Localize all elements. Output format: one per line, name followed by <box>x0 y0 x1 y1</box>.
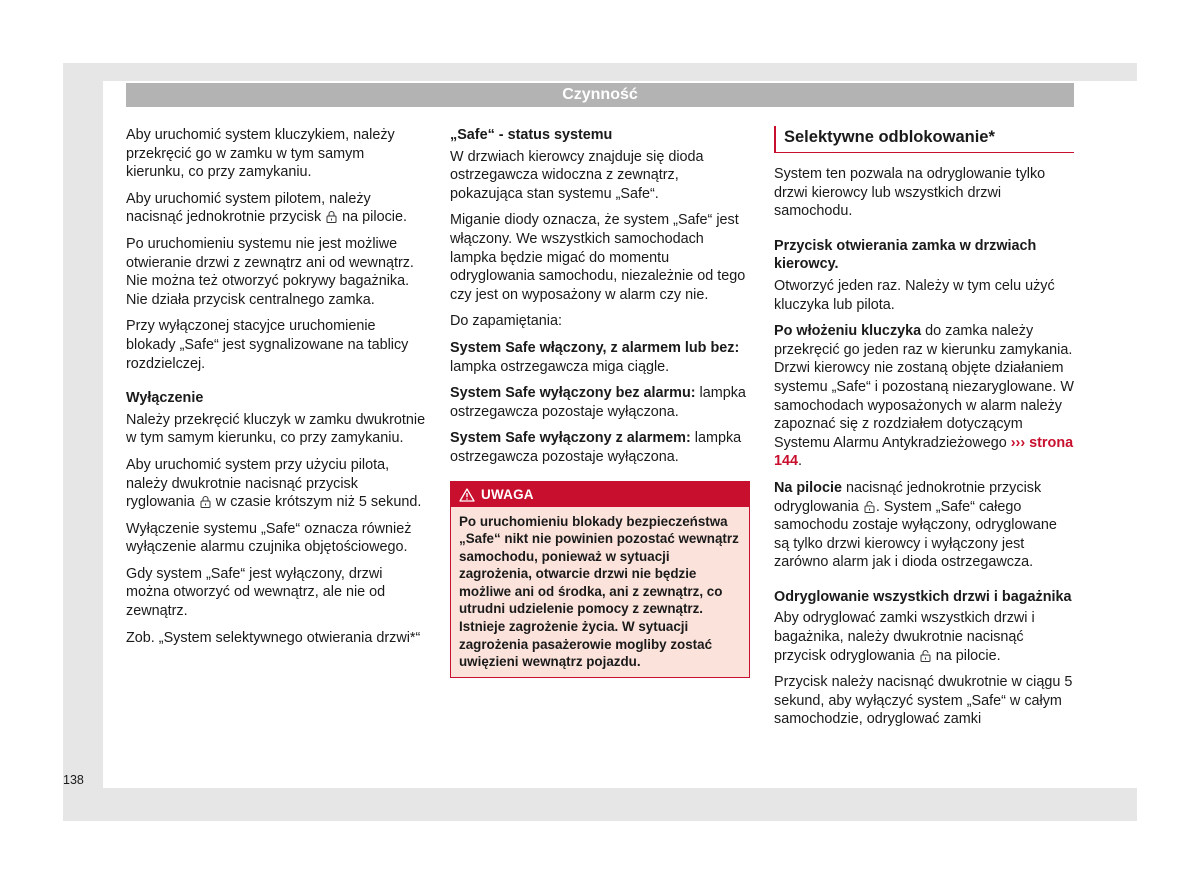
paragraph: Aby odryglować zamki wszystkich drzwi i bagażnika, należy dwukrotnie nacisnąć przycisk odryglowania na pilocie. <box>774 610 1035 664</box>
paragraph: Aby uruchomić system kluczykiem, należy przekręcić go w zamku w tym samym kierunku, co przy zamykaniu. <box>126 127 395 181</box>
lock-closed-icon <box>326 210 337 223</box>
paragraph: Gdy system „Safe“ jest wyłączony, drzwi można otworzyć od wewnątrz, ale nie od zewnątrz. <box>126 565 386 620</box>
subheading-disable: Wyłączenie <box>126 390 204 407</box>
paragraph: Po włożeniu kluczyka do zamka należy przekręcić go jeden raz w kierunku zamykania. Drzwi kierowcy nie zostaną objęte działaniem systemu „Safe“ i pozostaną niezaryglowane. W samochodach wyposażonych w alarm należy zapoznać się z rozdziałem dotyczącym Systemu Alarmu Antykradzieżowego ››› strona 144. <box>774 323 1074 470</box>
column-left <box>126 126 426 655</box>
subheading-all-doors: Odryglowanie wszystkich drzwi i bagażnika <box>774 588 1072 605</box>
paragraph: Otworzyć jeden raz. Należy w tym celu użyć kluczyka lub pilota. <box>774 277 1055 313</box>
subheading-safe-status: „Safe“ - status systemu <box>450 127 613 143</box>
paragraph: Aby uruchomić system pilotem, należy nacisnąć jednokrotnie przycisk na pilocie. <box>126 190 407 226</box>
page-number: 138 <box>63 773 84 787</box>
paragraph: Miganie diody oznacza, że system „Safe“ jest włączony. We wszystkich samochodach lampka będzie migać do momentu odryglowania samochodu, niezależnie od tego czy jest on wyposażony w alarm czy nie. <box>450 212 746 303</box>
status-item: System Safe włączony, z alarmem lub bez: lampka ostrzegawcza miga ciągle. <box>450 339 740 375</box>
paragraph: Na pilocie nacisnąć jednokrotnie przycisk odryglowania . System „Safe“ całego samochodu zostaje wyłączony, odryglowane są tylko drzwi kierowcy i wyłączony jest zarówno alarm jak i dioda ostrzegawcza. <box>774 479 1057 571</box>
subheading-driver-door: Przycisk otwierania zamka w drzwiach kierowcy. <box>774 237 1037 273</box>
warning-triangle-icon <box>459 488 475 502</box>
section-title: Selektywne odblokowanie* <box>774 126 1074 153</box>
lock-open-icon <box>864 500 875 513</box>
paragraph: Wyłączenie systemu „Safe“ oznacza również wyłączenie alarmu czujnika objętościowego. <box>126 520 412 556</box>
status-item: System Safe wyłączony z alarmem: lampka ostrzegawcza pozostaje wyłączona. <box>450 430 742 465</box>
lock-open-icon <box>920 649 931 662</box>
column-middle <box>450 126 750 678</box>
paragraph: Przycisk należy nacisnąć dwukrotnie w ciągu 5 sekund, aby wyłączyć system „Safe“ w całym samochodzie, odryglować zamki <box>774 674 1073 728</box>
paragraph: Przy wyłączonej stacyjce uruchomienie blokady „Safe“ jest sygnalizowane na tablicy rozdzielczej. <box>126 318 409 372</box>
paragraph: Po uruchomieniu systemu nie jest możliwe otwieranie drzwi z zewnątrz ani od wewnątrz. Nie można też otworzyć pokrywy bagażnika. Nie działa przycisk centralnego zamka. <box>126 235 414 308</box>
chapter-header: Czynność <box>126 83 1074 107</box>
paragraph: Aby uruchomić system przy użyciu pilota, należy dwukrotnie nacisnąć przycisk ryglowania w czasie krótszym niż 5 sekund. <box>126 456 422 511</box>
paragraph: W drzwiach kierowcy znajduje się dioda ostrzegawcza widoczna z zewnątrz, pokazująca stan systemu „Safe“. <box>450 148 704 202</box>
lock-closed-icon <box>200 495 211 508</box>
paragraph: Do zapamiętania: <box>450 313 562 330</box>
paragraph: Należy przekręcić kluczyk w zamku dwukrotnie w tym samym kierunku, co przy zamykaniu. <box>126 411 426 447</box>
paragraph: System ten pozwala na odryglowanie tylko drzwi kierowcy lub wszystkich drzwi samochodu. <box>774 166 1046 220</box>
column-right <box>774 126 1074 737</box>
warning-header: UWAGA <box>451 482 749 507</box>
warning-text: Po uruchomieniu blokady bezpieczeństwa „Safe“ nikt nie powinien pozostać wewnątrz samochodu, ponieważ w sytuacji zagrożenia, otwarcie drzwi nie będzie możliwe ani od środka, ani z zewnątrz, co utrudni udzielenie pomocy z zewnątrz. Istnieje zagrożenie życia. W sytuacji zagrożenia pasażerowie mogliby zostać uwięzieni wewnątrz pojazdu. <box>451 507 749 677</box>
paragraph: Zob. „System selektywnego otwierania drzwi*“ <box>126 629 421 646</box>
status-item: System Safe wyłączony bez alarmu: lampka ostrzegawcza pozostaje wyłączona. <box>450 385 746 420</box>
warning-box <box>450 481 750 678</box>
page-reference-link[interactable]: ››› strona 144 <box>774 434 1074 470</box>
